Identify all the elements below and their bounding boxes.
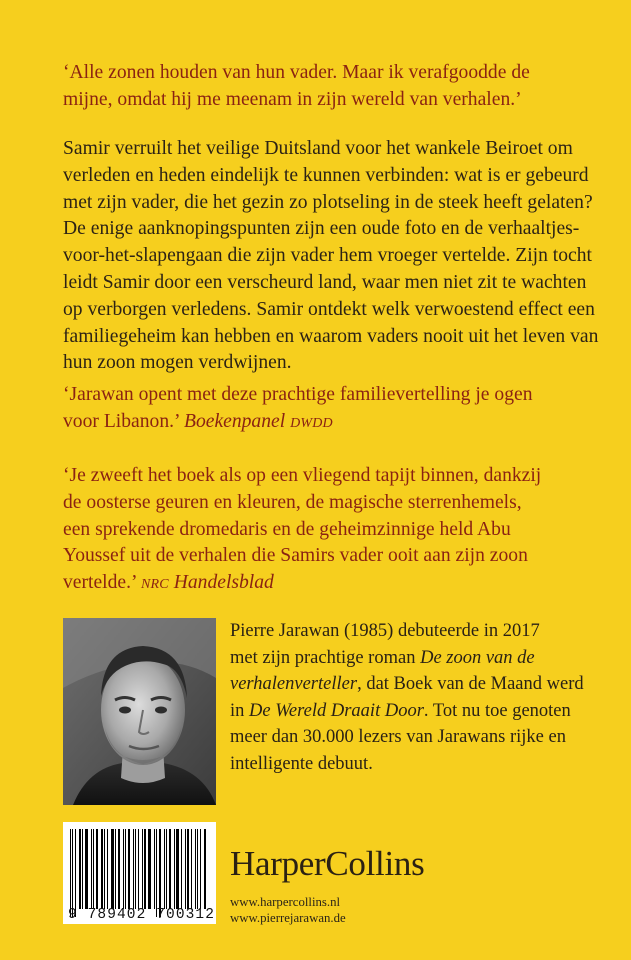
barcode-bar <box>104 829 105 909</box>
review-dwdd-line <box>63 409 585 438</box>
review-nrc-source: Handelsblad <box>173 572 274 594</box>
summary-line: verleden en heden eindelijk te kunnen verbinden: wat is er gebeurd <box>63 164 589 186</box>
summary-line: hun zoon mogen verdwijnen. <box>63 352 292 374</box>
barcode-bar <box>111 829 114 909</box>
barcode-bar <box>118 829 120 909</box>
opening-quote-line: ‘Alle zonen houden van hun vader. Maar ik verafgoodde de <box>63 62 530 83</box>
barcode-bar <box>125 829 126 909</box>
barcode-bar <box>195 829 196 909</box>
barcode-bar <box>138 829 139 909</box>
review-dwdd <box>63 382 585 438</box>
author-bio-line: Pierre Jarawan (1985) debuteerde in 2017 <box>230 621 540 641</box>
author-bio-text: . Tot nu toe genoten <box>423 700 571 721</box>
barcode-bar <box>159 829 161 917</box>
review-nrc <box>63 463 585 599</box>
review-dwdd-source: Boekenpanel <box>183 410 286 432</box>
summary-line: De enige aanknopingspunten zijn een oude foto en de verhaaltjes- <box>63 218 580 240</box>
author-bio-line <box>230 698 585 725</box>
review-nrc-text: vertelde.’ <box>63 572 141 594</box>
barcode-bar <box>197 829 198 909</box>
barcode-bar <box>96 829 98 909</box>
barcode-bar <box>93 829 94 909</box>
review-nrc-line: ‘Je zweeft het boek als op een vliegend tapijt binnen, dankzij <box>63 465 542 486</box>
author-bio-line <box>230 645 585 672</box>
barcode-bar <box>187 829 189 909</box>
author-photo <box>63 618 216 805</box>
barcode-bar <box>181 829 182 909</box>
barcode-bar <box>101 829 103 909</box>
barcode-bar <box>70 829 71 917</box>
barcode-bar <box>75 829 76 917</box>
barcode-bar <box>191 829 192 909</box>
summary-line: voor-het-slapengaan die zijn vader hem vroeger vertelde. Zijn tocht <box>63 245 592 267</box>
barcode-bar <box>156 829 157 917</box>
barcode-bar <box>107 829 108 909</box>
publisher-logo: HarperCollins <box>230 844 425 883</box>
author-bio-line: intelligente debuut. <box>230 753 373 774</box>
website-links <box>230 894 346 926</box>
barcode-bar <box>148 829 151 909</box>
summary-paragraph <box>63 136 599 377</box>
review-dwdd-line: ‘Jarawan opent met deze prachtige familievertelling je ogen <box>63 384 533 405</box>
author-bio <box>230 618 585 778</box>
barcode-bar <box>133 829 134 909</box>
barcode-bar <box>176 829 179 909</box>
barcode-bar <box>135 829 136 909</box>
opening-quote-line: mijne, omdat hij me meenam in zijn wereld van verhalen.’ <box>63 88 522 110</box>
isbn-number: 9 789402 700312 <box>68 907 216 923</box>
review-nrc-line: Youssef uit de verhalen die Samirs vader ooit aan zijn zoon <box>63 545 528 567</box>
barcode-bar <box>128 829 130 909</box>
barcode-bar <box>204 829 206 909</box>
author-bio-line: meer dan 30.000 lezers van Jarawans rijke en <box>230 727 566 748</box>
barcode-bar <box>169 829 171 909</box>
author-bio-text: , dat Boek van de Maand werd <box>357 674 584 695</box>
barcode-bar <box>82 829 83 909</box>
barcode-bar <box>123 829 124 909</box>
summary-line: op verborgen verledens. Samir ontdekt welk verwoestend effect een <box>63 298 595 320</box>
summary-line: familiegeheim kan hebben en waarom vaders nooit uit het leven van <box>63 325 599 347</box>
barcode-bar <box>144 829 146 909</box>
barcode-bar <box>115 829 116 909</box>
review-dwdd-text: voor Libanon.’ <box>63 410 184 432</box>
barcode-bar <box>166 829 167 909</box>
opening-quote <box>63 60 585 114</box>
barcode-bar <box>79 829 81 909</box>
barcode-bar <box>142 829 143 909</box>
review-dwdd-show: DWDD <box>290 415 333 431</box>
barcode-bar <box>154 829 155 909</box>
isbn-barcode <box>63 822 216 924</box>
barcode-bar <box>72 829 73 917</box>
barcode-bar <box>164 829 165 909</box>
tv-show-title: De Wereld Draait Door <box>249 700 424 721</box>
publisher-url[interactable]: www.harpercollins.nl <box>230 895 341 909</box>
summary-line: leidt Samir door een verscheurd land, waar men niet zit te wachten <box>63 271 587 293</box>
review-nrc-line: een sprekende dromedaris en de geheimzinnige held Abu <box>63 518 511 540</box>
review-nrc-source-prefix: NRC <box>140 577 169 593</box>
barcode-bar <box>174 829 175 909</box>
book-title-cont: verhalenverteller <box>230 674 358 695</box>
author-portrait-image <box>63 618 216 805</box>
barcode-bar <box>91 829 92 909</box>
review-nrc-line <box>63 570 585 599</box>
author-bio-line <box>230 671 585 698</box>
review-nrc-line: de oosterse geuren en kleuren, de magische sterrenhemels, <box>63 491 522 513</box>
barcode-bars <box>70 829 209 909</box>
book-title: De zoon van de <box>420 647 535 668</box>
author-bio-text: met zijn prachtige roman <box>230 647 421 668</box>
summary-line: met zijn vader, die het gezin zo plotseling in de steek heeft gelaten? <box>63 191 593 213</box>
barcode-bar <box>185 829 186 909</box>
barcode-bar <box>200 829 201 909</box>
summary-line: Samir verruilt het veilige Duitsland voor het wankele Beiroet om <box>63 138 573 159</box>
author-bio-text: in <box>230 700 250 721</box>
barcode-bar <box>85 829 88 909</box>
author-url[interactable]: www.pierrejarawan.de <box>230 911 346 925</box>
